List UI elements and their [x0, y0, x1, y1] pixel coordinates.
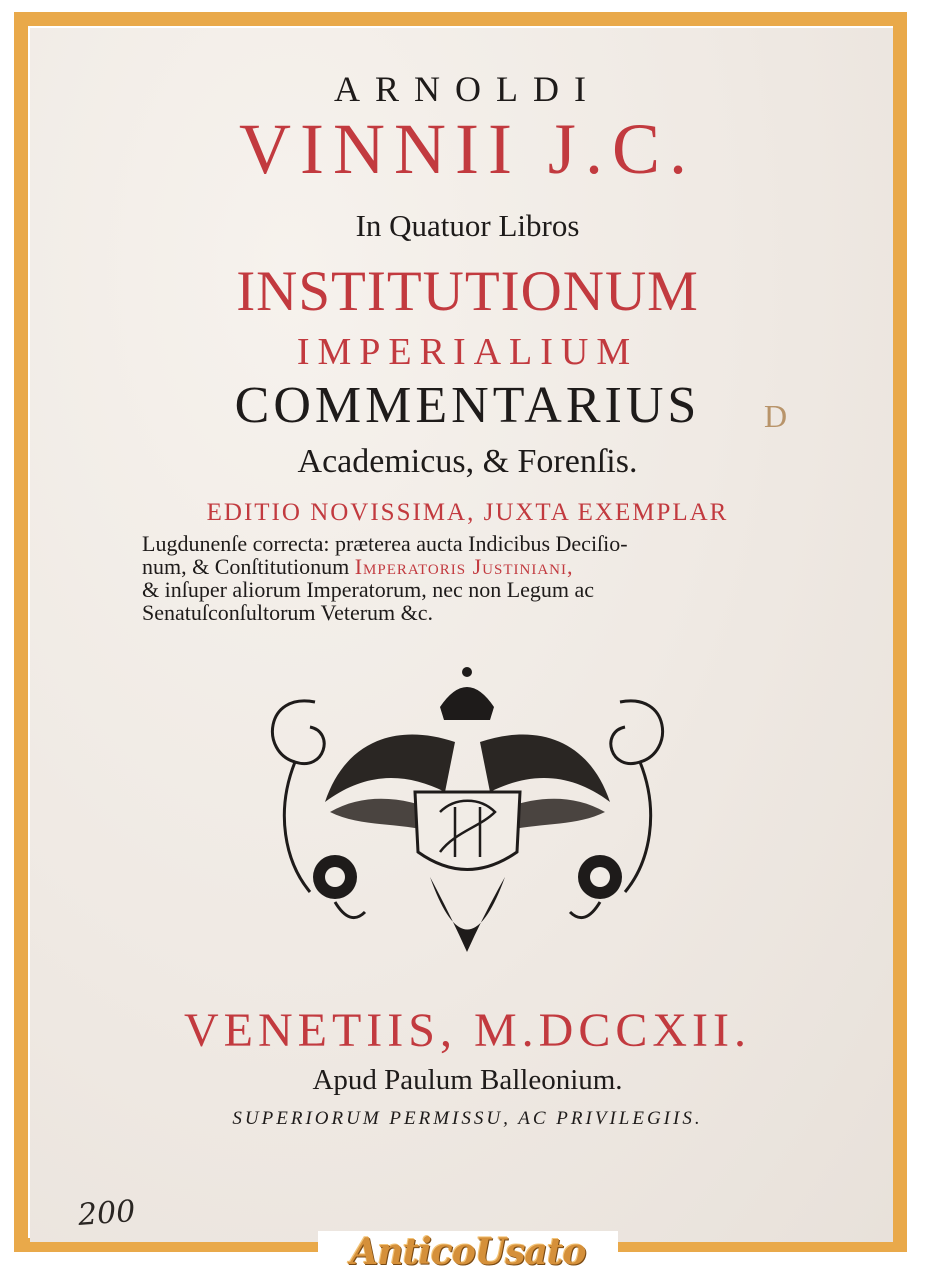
author-surname: VINNII J.C. [239, 109, 696, 189]
imprint-publisher: Apud Paulum Balleonium. [312, 1064, 623, 1096]
handwritten-number: 200 [76, 1194, 137, 1233]
title-imperialium: IMPERIALIUM [296, 331, 639, 373]
edition-note: EDITIO NOVISSIMA, JUXTA EXEMPLAR [206, 499, 729, 526]
description-line-4: Senatuſconſultorum Veterum &c. [142, 600, 434, 625]
description-line-2 [142, 555, 797, 578]
eagle-tail [430, 877, 505, 952]
pencil-mark: D [764, 398, 788, 434]
description-line-2-text: num, & Conſtitutionum [142, 554, 350, 579]
subtitle-academicus: Academicus, & Forenſis. [297, 443, 638, 480]
imprint-privilege: SUPERIORUM PERMISSU, AC PRIVILEGIIS. [232, 1108, 703, 1129]
title-institutionum: INSTITUTIONUM [236, 260, 699, 323]
crown-icon [440, 667, 494, 720]
author-first-name: ARNOLDI [334, 69, 601, 109]
description-line-3: & inſuper aliorum Imperatorum, nec non Legum ac [142, 577, 595, 602]
subtitle-in-quatuor: In Quatuor Libros [355, 208, 580, 243]
edition-description [142, 532, 797, 624]
description-line-1: Lugdunenſe correcta: præterea aucta Indicibus Deciſio- [142, 531, 628, 556]
watermark-badge [318, 1231, 618, 1277]
left-scroll [272, 701, 324, 764]
title-commentarius: COMMENTARIUS [234, 377, 701, 434]
imprint-city-date: VENETIIS, M.DCCXII. [184, 1004, 751, 1057]
right-scroll [611, 701, 663, 764]
monogram-shield [415, 792, 520, 870]
printers-device-emblem [255, 662, 680, 977]
emperor-name: Imperatoris Justiniani, [354, 554, 574, 579]
left-flower-icon [313, 855, 357, 899]
watermark-logo: AnticoUsato [350, 1231, 586, 1273]
right-flower-icon [578, 855, 622, 899]
